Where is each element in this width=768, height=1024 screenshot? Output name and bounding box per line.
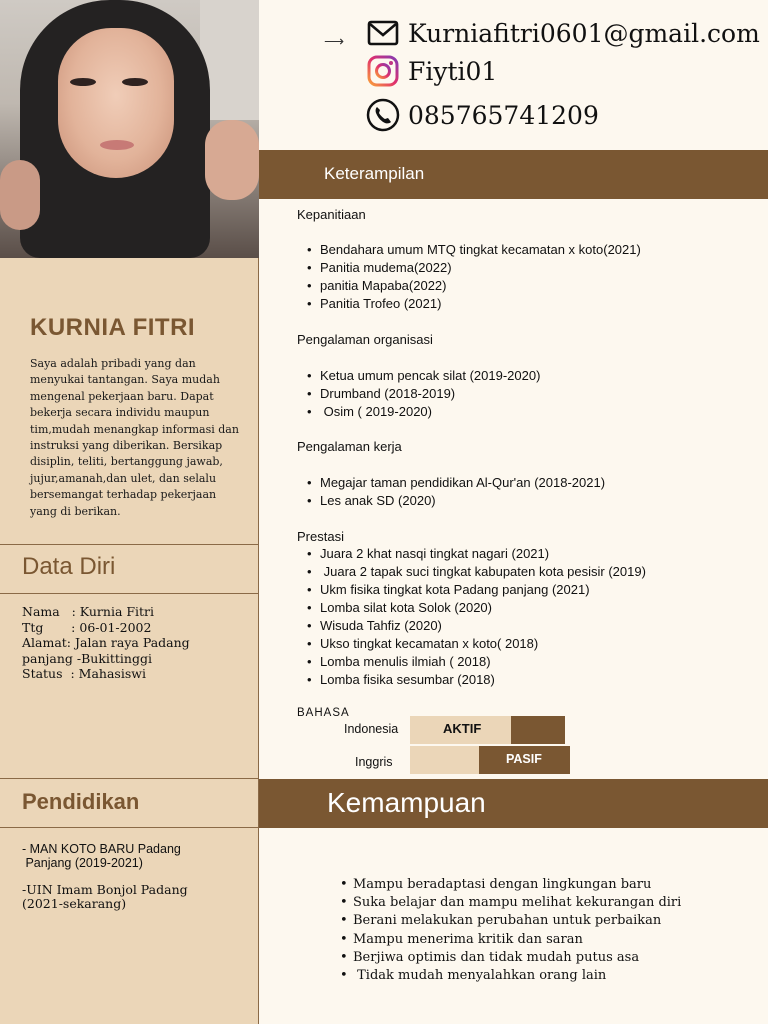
prestasi-list xyxy=(320,545,646,689)
instagram-text: Fiyti01 xyxy=(408,56,498,86)
kepanitiaan-list xyxy=(320,241,641,313)
divider xyxy=(0,593,259,594)
list-item: • panitia Mapaba(2022) xyxy=(320,277,641,295)
language-name: Indonesia xyxy=(344,722,399,736)
language-level-label: AKTIF xyxy=(443,721,482,736)
list-item: • Mampu menerima kritik dan saran xyxy=(353,931,681,949)
list-item: • Panitia mudema(2022) xyxy=(320,259,641,277)
contact-instagram[interactable] xyxy=(366,54,497,88)
pendidikan-line: Panjang (2019-2021) xyxy=(22,856,143,870)
divider xyxy=(0,827,259,828)
data-diri-list xyxy=(22,604,190,682)
list-item: • Wisuda Tahfiz (2020) xyxy=(320,617,646,635)
data-diri-row: Status : Mahasiswi xyxy=(22,666,146,681)
list-item: • Panitia Trofeo (2021) xyxy=(320,295,641,313)
kerja-list xyxy=(320,474,605,510)
prestasi-heading: Prestasi xyxy=(297,529,344,544)
keterampilan-header xyxy=(259,150,768,199)
list-item: • Juara 2 tapak suci tingkat kabupaten kota pesisir (2019) xyxy=(320,563,646,581)
data-diri-row: Ttg : 06-01-2002 xyxy=(22,619,152,635)
pendidikan-line: - MAN KOTO BARU Padang xyxy=(22,842,181,856)
language-name: Inggris xyxy=(355,755,393,769)
email-text: Kurniafitri0601@gmail.com xyxy=(408,18,760,48)
list-item: • Ukm fisika tingkat kota Padang panjang (2021) xyxy=(320,581,646,599)
list-item: • Suka belajar dan mampu melihat kekurangan diri xyxy=(353,894,681,912)
kemampuan-title: Kemampuan xyxy=(327,787,486,818)
kemampuan-header xyxy=(259,779,768,828)
language-level-label: PASIF xyxy=(506,752,542,766)
divider xyxy=(0,544,259,545)
list-item: • Drumband (2018-2019) xyxy=(320,385,540,403)
list-item: • Berani melakukan perubahan untuk perbaikan xyxy=(353,912,681,930)
instagram-icon xyxy=(366,54,400,88)
contact-phone[interactable] xyxy=(366,98,599,132)
divider xyxy=(0,778,259,779)
data-diri-row: Nama : Kurnia Fitri xyxy=(22,604,155,619)
contact-email[interactable] xyxy=(366,16,760,50)
list-item: • Tidak mudah menyalahkan orang lain xyxy=(353,967,681,985)
arrow-icon: ⟶ xyxy=(324,33,345,49)
kepanitiaan-heading: Kepanitiaan xyxy=(297,207,366,222)
profile-about: Saya adalah pribadi yang dan menyukai tantangan. Saya mudah mengenal pekerjaan baru. Dapat bekerja secara individu maupun tim,mudah menangkap informasi dan instruksi yang diberikan. Bersikap disiplin, teliti, bertanggung jawab, jujur,amanah,dan ulet, dan selalu bersemangat terhadap pekerjaan yang di berikan. xyxy=(30,357,239,518)
data-diri-row: Alamat: Jalan raya Padang xyxy=(22,635,190,650)
pendidikan-line: -UIN Imam Bonjol Padang xyxy=(22,882,188,897)
kemampuan-list xyxy=(353,876,681,985)
phone-icon xyxy=(366,98,400,132)
list-item: • Lomba menulis ilmiah ( 2018) xyxy=(320,653,646,671)
list-item: • Ketua umum pencak silat (2019-2020) xyxy=(320,367,540,385)
keterampilan-title: Keterampilan xyxy=(324,164,425,183)
list-item: • Mampu beradaptasi dengan lingkungan baru xyxy=(353,876,681,894)
pendidikan-title: Pendidikan xyxy=(22,789,140,814)
list-item: • Berjiwa optimis dan tidak mudah putus asa xyxy=(353,949,681,967)
list-item: • Lomba silat kota Solok (2020) xyxy=(320,599,646,617)
organisasi-heading: Pengalaman organisasi xyxy=(297,332,433,347)
list-item: • Megajar taman pendidikan Al-Qur'an (2018-2021) xyxy=(320,474,605,492)
list-item: • Les anak SD (2020) xyxy=(320,492,605,510)
pendidikan-item xyxy=(22,842,181,870)
data-diri-title: Data Diri xyxy=(22,553,116,580)
pendidikan-item xyxy=(22,883,188,911)
mail-icon xyxy=(366,16,400,50)
list-item: • Juara 2 khat nasqi tingkat nagari (2021) xyxy=(320,545,646,563)
phone-text: 085765741209 xyxy=(408,100,599,130)
list-item: • Bendahara umum MTQ tingkat kecamatan x koto(2021) xyxy=(320,241,641,259)
organisasi-list xyxy=(320,367,540,421)
kerja-heading: Pengalaman kerja xyxy=(297,439,402,454)
bahasa-heading: BAHASA xyxy=(297,707,350,719)
list-item: • Lomba fisika sesumbar (2018) xyxy=(320,671,646,689)
profile-photo xyxy=(0,0,259,258)
list-item: • Ukso tingkat kecamatan x koto( 2018) xyxy=(320,635,646,653)
language-level-bar xyxy=(410,746,479,774)
data-diri-row: panjang -Bukittinggi xyxy=(22,650,152,666)
list-item: • Osim ( 2019-2020) xyxy=(320,403,540,421)
sidebar xyxy=(0,0,259,1024)
pendidikan-line: (2021-sekarang) xyxy=(22,896,127,911)
profile-name: KURNIA FITRI xyxy=(30,314,196,341)
language-level-bar xyxy=(511,716,565,744)
